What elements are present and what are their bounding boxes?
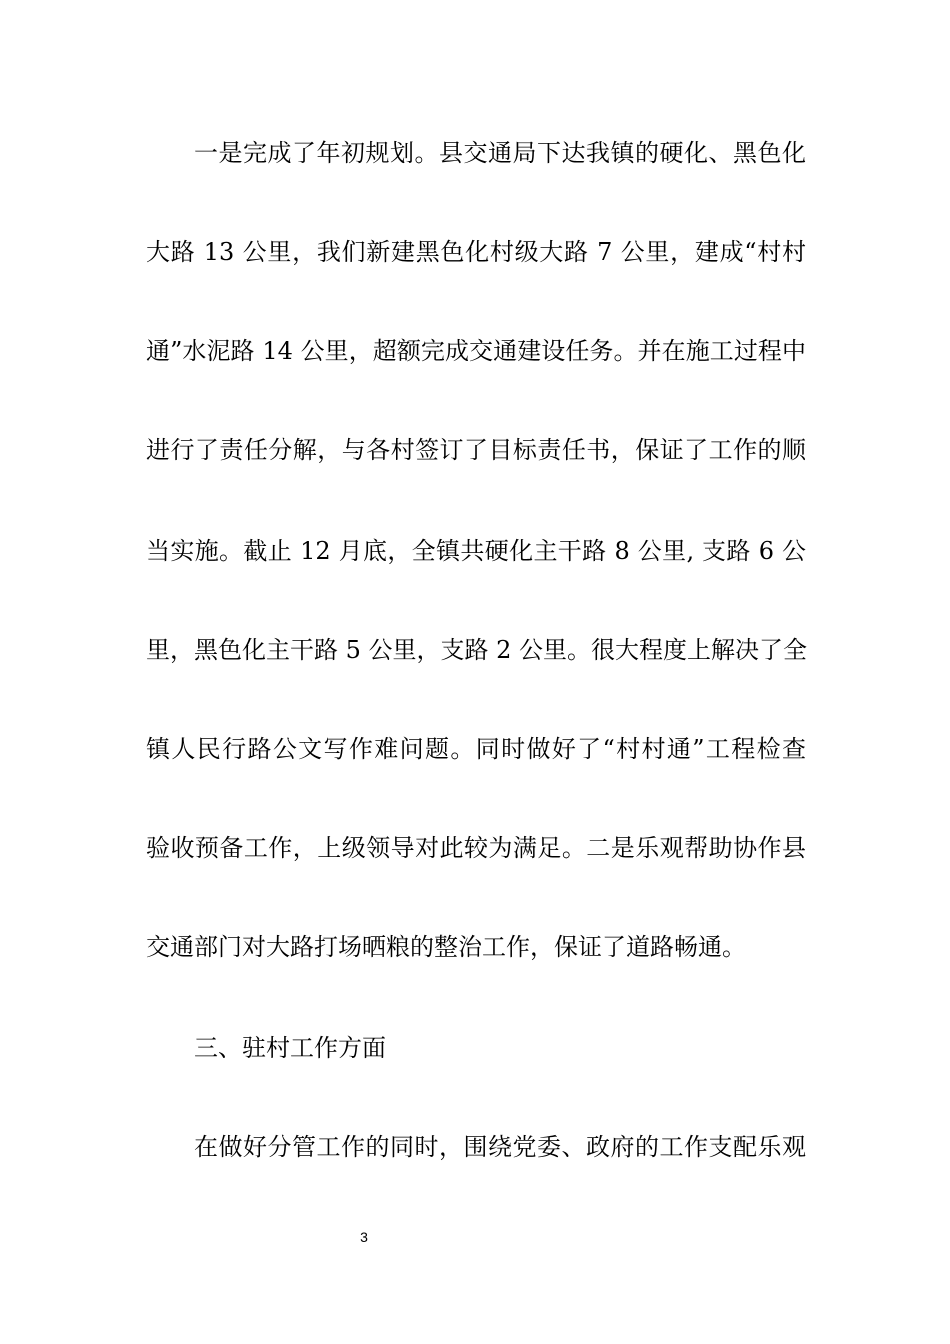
paragraph-1-line-3: 通”水泥路 14 公里，超额完成交通建设任务。并在施工过程中: [146, 337, 806, 365]
paragraph-1-line-9: 交通部门对大路打场晒粮的整治工作，保证了道路畅通。: [146, 933, 746, 961]
paragraph-1-line-1: 一是完成了年初规划。县交通局下达我镇的硬化、黑色化: [194, 139, 806, 167]
paragraph-1-line-7: 镇人民行路公文写作难问题。同时做好了“村村通”工程检查: [146, 735, 806, 763]
paragraph-1-line-5: 当实施。截止 12 月底，全镇共硬化主干路 8 公里, 支路 6 公: [146, 537, 806, 565]
page-number: 3: [360, 1229, 368, 1245]
paragraph-1-line-2: 大路 13 公里，我们新建黑色化村级大路 7 公里，建成“村村: [146, 238, 806, 266]
paragraph-1-line-6: 里，黑色化主干路 5 公里，支路 2 公里。很大程度上解决了全: [146, 636, 808, 664]
paragraph-1-line-4: 进行了责任分解，与各村签订了目标责任书，保证了工作的顺: [146, 436, 806, 464]
paragraph-1-line-8: 验收预备工作，上级领导对此较为满足。二是乐观帮助协作县: [146, 834, 806, 862]
paragraph-2-line-1: 在做好分管工作的同时，围绕党委、政府的工作支配乐观: [194, 1133, 806, 1161]
section-heading: 三、驻村工作方面: [194, 1034, 386, 1062]
